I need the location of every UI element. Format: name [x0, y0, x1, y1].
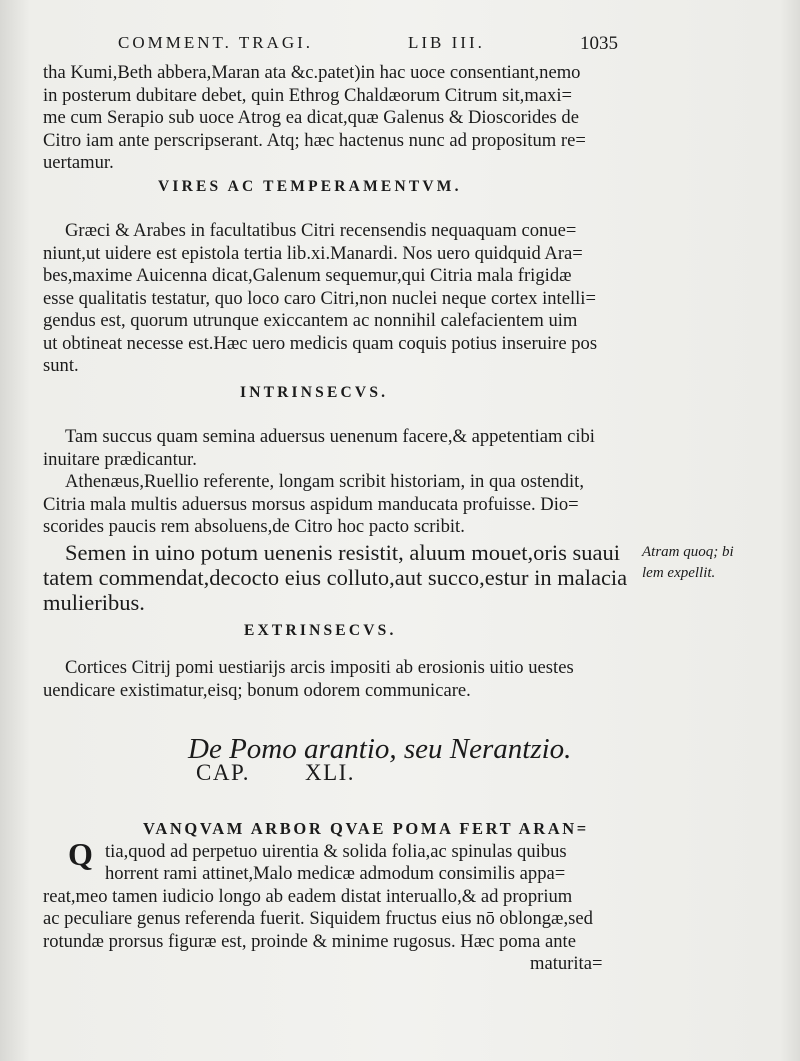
text-line: reat,meo tamen iudicio longo ab eadem distat interuallo,& ad proprium — [43, 885, 573, 907]
section-heading-extrinsecus: EXTRINSECVS. — [244, 622, 397, 639]
quote-line: Semen in uino potum uenenis resistit, aluum mouet,oris suaui — [65, 540, 620, 565]
section-heading-vires: VIRES AC TEMPERAMENTVM. — [158, 178, 462, 195]
chapter-roman: XLI. — [304, 760, 356, 785]
text-line: Citria mala multis aduersus morsus aspidum manducata profuisse. Dio= — [43, 493, 579, 515]
text-line: me cum Serapio sub uoce Atrog ea dicat,quæ Galenus & Dioscorides de — [43, 107, 579, 128]
drop-initial: Q — [68, 836, 93, 872]
paragraph-5 — [43, 818, 602, 976]
text-line: Citro iam ante perscripserant. Atq; hæc hactenus nunc ad propositum re= — [43, 129, 586, 151]
paragraph-4 — [43, 657, 574, 702]
quote-line: tatem commendat,decocto eius colluto,aut succo,estur in malacia — [43, 565, 628, 590]
chapter-label: CAP. — [196, 760, 250, 785]
margin-note-line: lem expellit. — [642, 565, 716, 581]
text-line: rotundæ prorsus figuræ est, proinde & minime rugosus. Hæc poma ante — [43, 930, 576, 952]
text-line: tha Kumi,Beth abbera,Maran ata &c.patet)in hac uoce consentiant,nemo — [43, 62, 581, 83]
text-line: Athenæus,Ruellio referente, longam scribit historiam, in qua ostendit, — [65, 471, 584, 492]
section-heading-intrinsecus: INTRINSECVS. — [240, 384, 389, 401]
text-line: sunt. — [43, 355, 79, 376]
text-line: Græci & Arabes in facultatibus Citri recensendis nequaquam conue= — [65, 220, 577, 241]
text-line: maturita= — [530, 953, 603, 974]
margin-note — [642, 542, 734, 584]
text-line: niunt,ut uidere est epistola tertia lib.xi.Manardi. Nos uero quidquid Ara= — [43, 242, 583, 264]
text-line: uendicare existimatur,eisq; bonum odorem communicare. — [43, 679, 471, 701]
text-line: inuitare prædicantur. — [43, 448, 197, 470]
text-line: bes,maxime Auicenna dicat,Galenum sequemur,qui Citria mala frigidæ — [43, 265, 572, 286]
text-line: in posterum dubitare debet, quin Ethrog Chaldæorum Citrum sit,maxi= — [43, 84, 572, 106]
chapter-title: De Pomo arantio, seu Nerantzio. — [188, 733, 572, 765]
text-line: ac peculiare genus referenda fuerit. Siquidem fructus eius nō oblongæ,sed — [43, 908, 593, 929]
text-line: horrent rami attinet,Malo medicæ admodum consimilis appa= — [105, 863, 566, 884]
running-title: COMMENT. TRAGI. — [118, 33, 314, 52]
book-number: LIB III. — [408, 33, 485, 52]
text-line: gendus est, quorum utrunque exiccantem ac nonnihil calefacientem uim — [43, 310, 578, 331]
paragraph-2 — [43, 220, 597, 378]
text-line: VANQVAM ARBOR QVAE POMA FERT ARAN= — [143, 819, 589, 838]
text-line: Cortices Citrij pomi uestiarijs arcis impositi ab erosionis uitio uestes — [65, 657, 574, 678]
paragraph-1 — [43, 62, 586, 175]
text-line: scorides paucis rem absoluens,de Citro hoc pacto scribit. — [43, 516, 465, 537]
text-line: tia,quod ad perpetuo uirentia & solida folia,ac spinulas quibus — [105, 840, 567, 862]
text-line: Tam succus quam semina aduersus uenenum facere,& appetentiam cibi — [65, 426, 595, 447]
chapter-number — [196, 760, 410, 786]
text-line: ut obtineat necesse est.Hæc uero medicis quam coquis potius inseruire pos — [43, 332, 598, 354]
quote-line: mulieribus. — [43, 590, 145, 615]
margin-note-line: Atram quoq; bi — [642, 544, 734, 560]
page-number: 1035 — [580, 33, 618, 54]
page-header — [118, 33, 638, 57]
text-line: uertamur. — [43, 152, 114, 173]
text-line: esse qualitatis testatur, quo loco caro Citri,non nuclei neque cortex intelli= — [43, 287, 596, 309]
paragraph-3 — [43, 426, 595, 539]
dioscorides-quote — [43, 540, 627, 615]
